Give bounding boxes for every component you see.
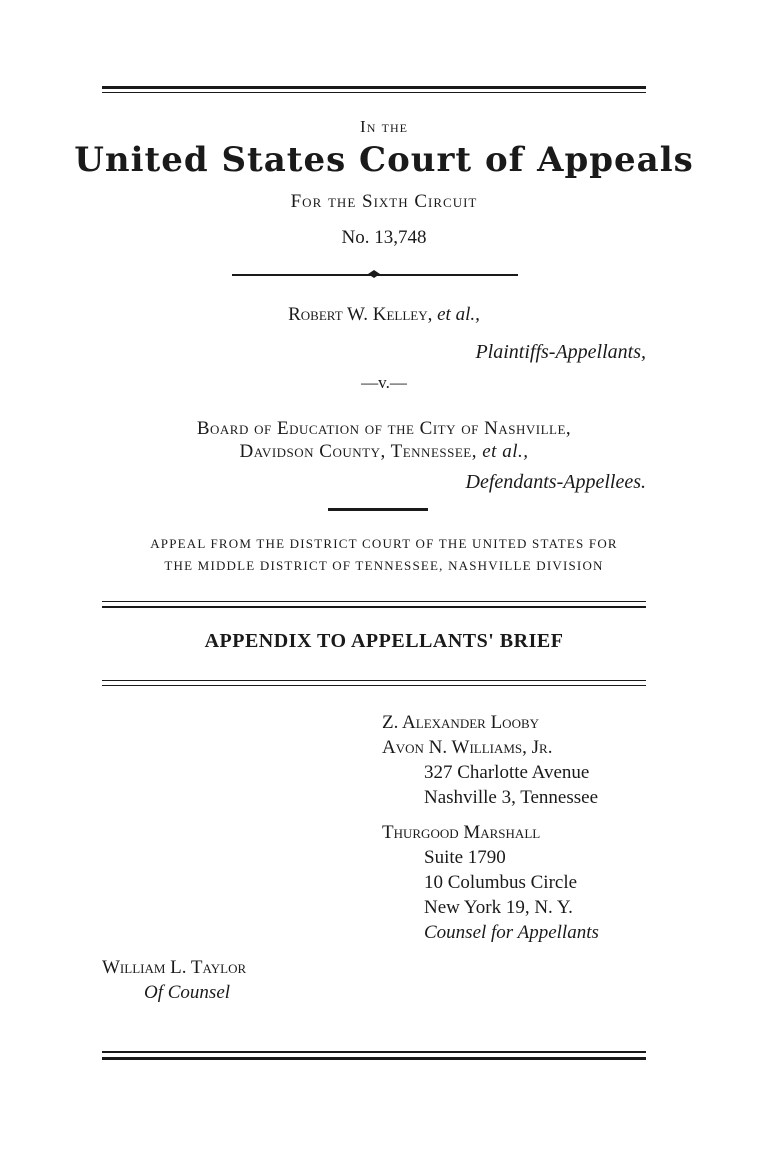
appeal-line-2: THE MIDDLE DISTRICT OF TENNESSEE, NASHVILLE DIVISION bbox=[164, 558, 604, 573]
plaintiff-etal: et al., bbox=[437, 304, 480, 325]
in-the-label: In the bbox=[360, 117, 408, 136]
defendant-role: Defendants-Appellees. bbox=[465, 471, 646, 493]
plaintiff-line bbox=[0, 304, 768, 326]
of-counsel-block bbox=[102, 955, 246, 1005]
ornamental-divider bbox=[232, 268, 518, 282]
defendant-county: Davidson County, Tennessee, bbox=[239, 441, 477, 462]
counsel-block-2 bbox=[382, 820, 599, 945]
case-number: No. 13,748 bbox=[341, 227, 427, 248]
address-2-line-3: New York 19, N. Y. bbox=[424, 897, 573, 918]
of-counsel-role: Of Counsel bbox=[144, 982, 231, 1003]
address-2-line-1: Suite 1790 bbox=[424, 847, 506, 868]
versus-label: —v.— bbox=[361, 373, 407, 392]
document-title: APPENDIX TO APPELLANTS' BRIEF bbox=[204, 630, 564, 652]
circuit-label: For the Sixth Circuit bbox=[290, 191, 478, 212]
counsel-role: Counsel for Appellants bbox=[424, 922, 599, 943]
defendant-line-1: Board of Education of the City of Nashville, bbox=[196, 418, 572, 439]
appeal-line-1: APPEAL FROM THE DISTRICT COURT OF THE UNITED STATES FOR bbox=[150, 536, 618, 551]
address-2-line-2: 10 Columbus Circle bbox=[424, 872, 578, 893]
short-divider bbox=[328, 508, 428, 511]
of-counsel-name: William L. Taylor bbox=[102, 957, 247, 978]
plaintiff-name: Robert W. Kelley, bbox=[288, 304, 433, 325]
plaintiff-role: Plaintiffs-Appellants, bbox=[475, 341, 646, 363]
court-name: United States Court of Appeals bbox=[74, 140, 694, 180]
attorney-marshall: Thurgood Marshall bbox=[382, 822, 541, 843]
address-1-line-1: 327 Charlotte Avenue bbox=[424, 762, 590, 783]
middle-double-rule bbox=[102, 601, 646, 609]
address-1-line-2: Nashville 3, Tennessee bbox=[424, 787, 599, 808]
defendant-etal: et al., bbox=[482, 441, 529, 462]
attorney-williams: Avon N. Williams, Jr. bbox=[382, 737, 553, 758]
top-double-rule bbox=[102, 86, 646, 94]
lower-double-rule bbox=[102, 680, 646, 688]
defendant-line-2 bbox=[0, 441, 768, 463]
attorney-looby: Z. Alexander Looby bbox=[382, 712, 540, 733]
bottom-double-rule bbox=[102, 1051, 646, 1061]
counsel-block-1 bbox=[382, 710, 598, 810]
